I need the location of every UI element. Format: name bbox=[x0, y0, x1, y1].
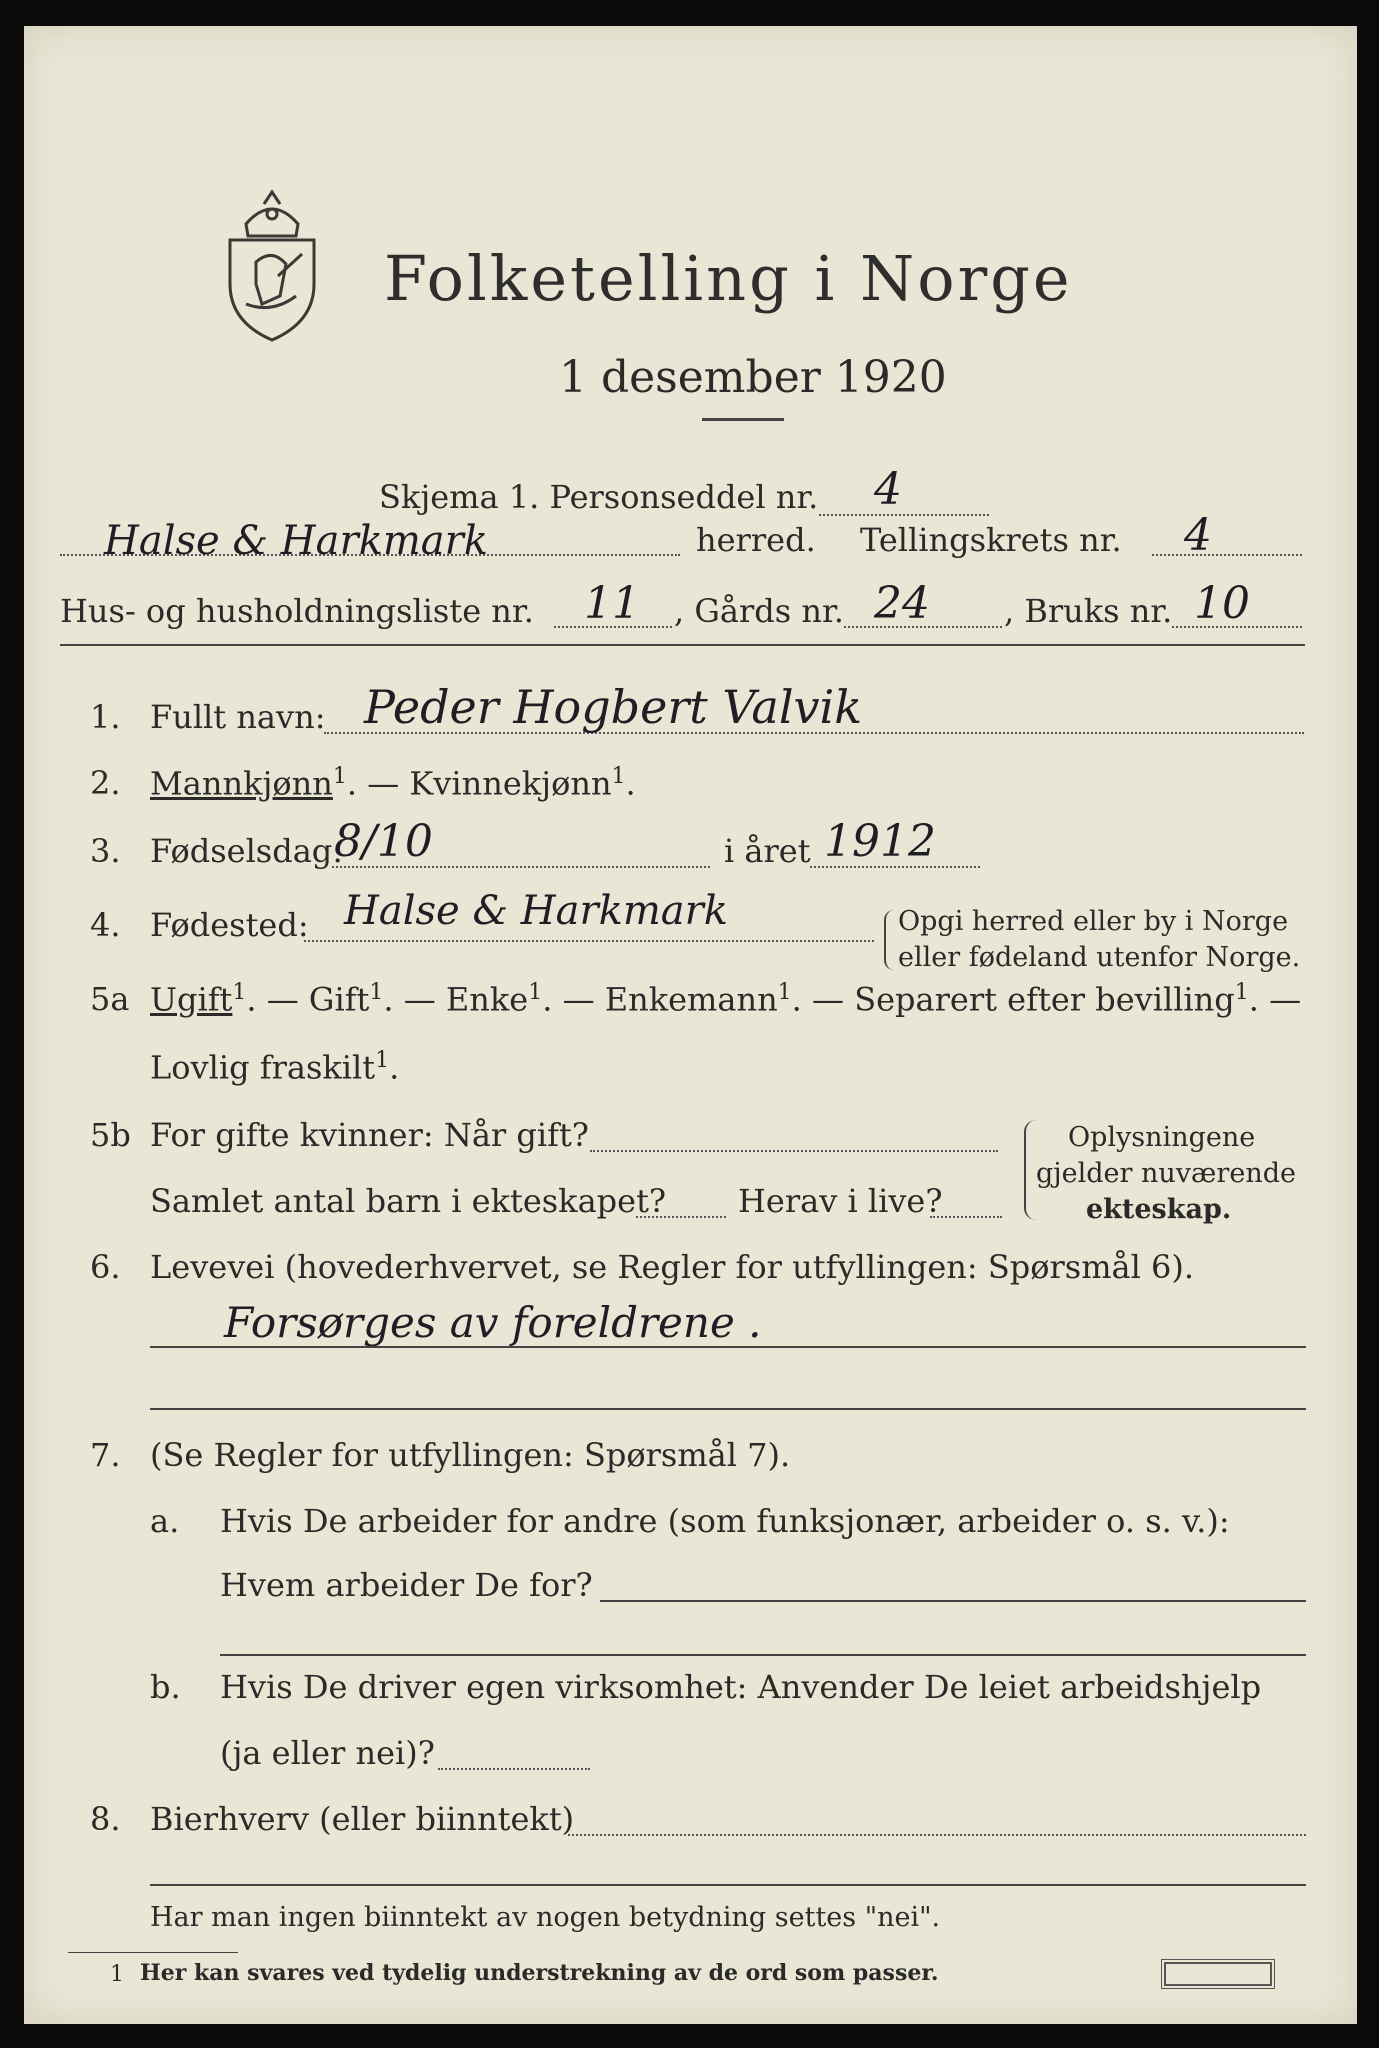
q7b-answer-line[interactable] bbox=[438, 1768, 590, 1770]
title-divider bbox=[702, 418, 784, 421]
q5a-fraskilt[interactable]: Lovlig fraskilt$^1$. bbox=[150, 1048, 400, 1087]
q4-value[interactable]: Halse & Harkmark bbox=[344, 888, 728, 934]
form-date: 1 desember 1920 bbox=[559, 352, 947, 403]
q4-brace bbox=[884, 910, 894, 970]
q6-label: Levevei (hovederhvervet, se Regler for utfyllingen: Spørsmål 6). bbox=[150, 1248, 1195, 1286]
stamp-icon bbox=[1164, 1962, 1272, 1986]
norwegian-coat-of-arms-icon bbox=[216, 184, 328, 344]
gards-label: , Gårds nr. bbox=[674, 592, 844, 630]
bruks-label: , Bruks nr. bbox=[1004, 592, 1173, 630]
hus-label: Hus- og husholdningsliste nr. bbox=[60, 592, 534, 630]
q1-number: 1. bbox=[90, 698, 121, 736]
q8-label: Bierhverv (eller biinntekt) bbox=[150, 1800, 575, 1838]
q7a-extra-line[interactable] bbox=[220, 1654, 1306, 1656]
q7a-label-2: Hvem arbeider De for? bbox=[220, 1566, 593, 1604]
q8-extra-line[interactable] bbox=[150, 1884, 1306, 1886]
q4-number: 4. bbox=[90, 906, 121, 944]
q7a-answer-line[interactable] bbox=[600, 1600, 1306, 1602]
q3-value[interactable]: 8/10 bbox=[334, 816, 433, 867]
q5a-ugift-option[interactable]: Ugift bbox=[150, 980, 233, 1019]
personseddel-line bbox=[819, 514, 989, 516]
q5b-note-2: gjelder nuværende bbox=[1036, 1158, 1296, 1189]
q5a-number: 5a bbox=[90, 980, 130, 1018]
q5a-enke-option[interactable]: . — Enke bbox=[383, 980, 529, 1019]
q5a-gift-option[interactable]: . — Gift bbox=[246, 980, 370, 1019]
bruks-value[interactable]: 10 bbox=[1194, 578, 1250, 629]
q5b-note-3: ekteskap. bbox=[1086, 1194, 1232, 1225]
skjema-label: Skjema 1. Personseddel nr. bbox=[379, 478, 819, 516]
footnote-number: 1 bbox=[110, 1962, 124, 1987]
q7b-label-2: (ja eller nei)? bbox=[220, 1734, 435, 1772]
q5a-enkemann-option[interactable]: . — Enkemann bbox=[542, 980, 778, 1019]
census-form bbox=[24, 26, 1357, 2024]
q6-line-2[interactable] bbox=[150, 1408, 1306, 1410]
q5b-label-2: Samlet antal barn i ekteskapet? bbox=[150, 1182, 667, 1220]
q7b-label-1: Hvis De driver egen virksomhet: Anvender De leiet arbeidshjelp bbox=[220, 1668, 1262, 1706]
q4-note-2: eller fødeland utenfor Norge. bbox=[898, 942, 1301, 973]
q8-number: 8. bbox=[90, 1800, 121, 1838]
q1-value[interactable]: Peder Hogbert Valvik bbox=[364, 680, 863, 734]
q3-number: 3. bbox=[90, 832, 121, 870]
q2-male-option[interactable]: Mannkjønn bbox=[150, 764, 333, 803]
q2-number: 2. bbox=[90, 764, 121, 802]
q6-number: 6. bbox=[90, 1248, 121, 1286]
q4-note-1: Opgi herred eller by i Norge bbox=[898, 906, 1289, 937]
footnote-text: Her kan svares ved tydelig understrekning av de ord som passer. bbox=[140, 1960, 939, 1986]
q7-label: (Se Regler for utfyllingen: Spørsmål 7). bbox=[150, 1436, 791, 1474]
tellingskrets-value[interactable]: 4 bbox=[1184, 510, 1212, 561]
q5a-separert-option[interactable]: . — Separert efter bevilling bbox=[791, 980, 1235, 1019]
form-title: Folketelling i Norge bbox=[384, 242, 1073, 315]
tellingskrets-line bbox=[1152, 554, 1302, 556]
herred-value[interactable]: Halse & Harkmark bbox=[104, 518, 488, 564]
q3-year-label: i året bbox=[724, 832, 811, 870]
q5b-live-line[interactable] bbox=[930, 1216, 1002, 1218]
q5b-label-3: Herav i live? bbox=[738, 1182, 943, 1220]
q6-line-1 bbox=[150, 1346, 1306, 1348]
q7-number: 7. bbox=[90, 1436, 121, 1474]
q1-label: Fullt navn: bbox=[150, 698, 326, 736]
header-divider bbox=[60, 644, 1305, 646]
q6-value[interactable]: Forsørges av foreldrene . bbox=[224, 1298, 762, 1347]
gards-value[interactable]: 24 bbox=[874, 578, 930, 629]
q2-options: Mannkjønn$^1$. — Kvinnekjønn$^1$. bbox=[150, 764, 636, 803]
q7b-letter: b. bbox=[150, 1668, 181, 1706]
q4-line bbox=[304, 940, 874, 942]
q5b-barn-line[interactable] bbox=[636, 1216, 726, 1218]
q5b-gift-line[interactable] bbox=[590, 1150, 998, 1152]
q5b-brace bbox=[1024, 1120, 1036, 1220]
q3-label: Fødselsdag: bbox=[150, 832, 344, 870]
q7a-letter: a. bbox=[150, 1502, 180, 1540]
herred-label: herred. bbox=[696, 521, 816, 559]
q5b-number: 5b bbox=[90, 1116, 131, 1154]
q5b-note-1: Oplysningene bbox=[1068, 1122, 1256, 1153]
hus-value[interactable]: 11 bbox=[584, 578, 640, 629]
personseddel-value[interactable]: 4 bbox=[874, 464, 902, 515]
footer-note: Har man ingen biinntekt av nogen betydning settes "nei". bbox=[150, 1902, 941, 1933]
q7a-label-1: Hvis De arbeider for andre (som funksjonær, arbeider o. s. v.): bbox=[220, 1502, 1230, 1540]
q5b-label-1: For gifte kvinner: Når gift? bbox=[150, 1116, 589, 1154]
footnote-divider bbox=[68, 1952, 238, 1953]
q2-female-option[interactable]: Kvinnekjønn bbox=[409, 764, 612, 803]
q5a-options: Ugift$^1$. — Gift$^1$. — Enke$^1$. — Enkemann$^1$. — Separert efter bevilling$^1$. — bbox=[150, 980, 1302, 1019]
tellingskrets-label: Tellingskrets nr. bbox=[860, 521, 1122, 559]
q3-year-value[interactable]: 1912 bbox=[824, 816, 936, 867]
q4-label: Fødested: bbox=[150, 906, 309, 944]
q8-answer-line[interactable] bbox=[568, 1834, 1306, 1836]
